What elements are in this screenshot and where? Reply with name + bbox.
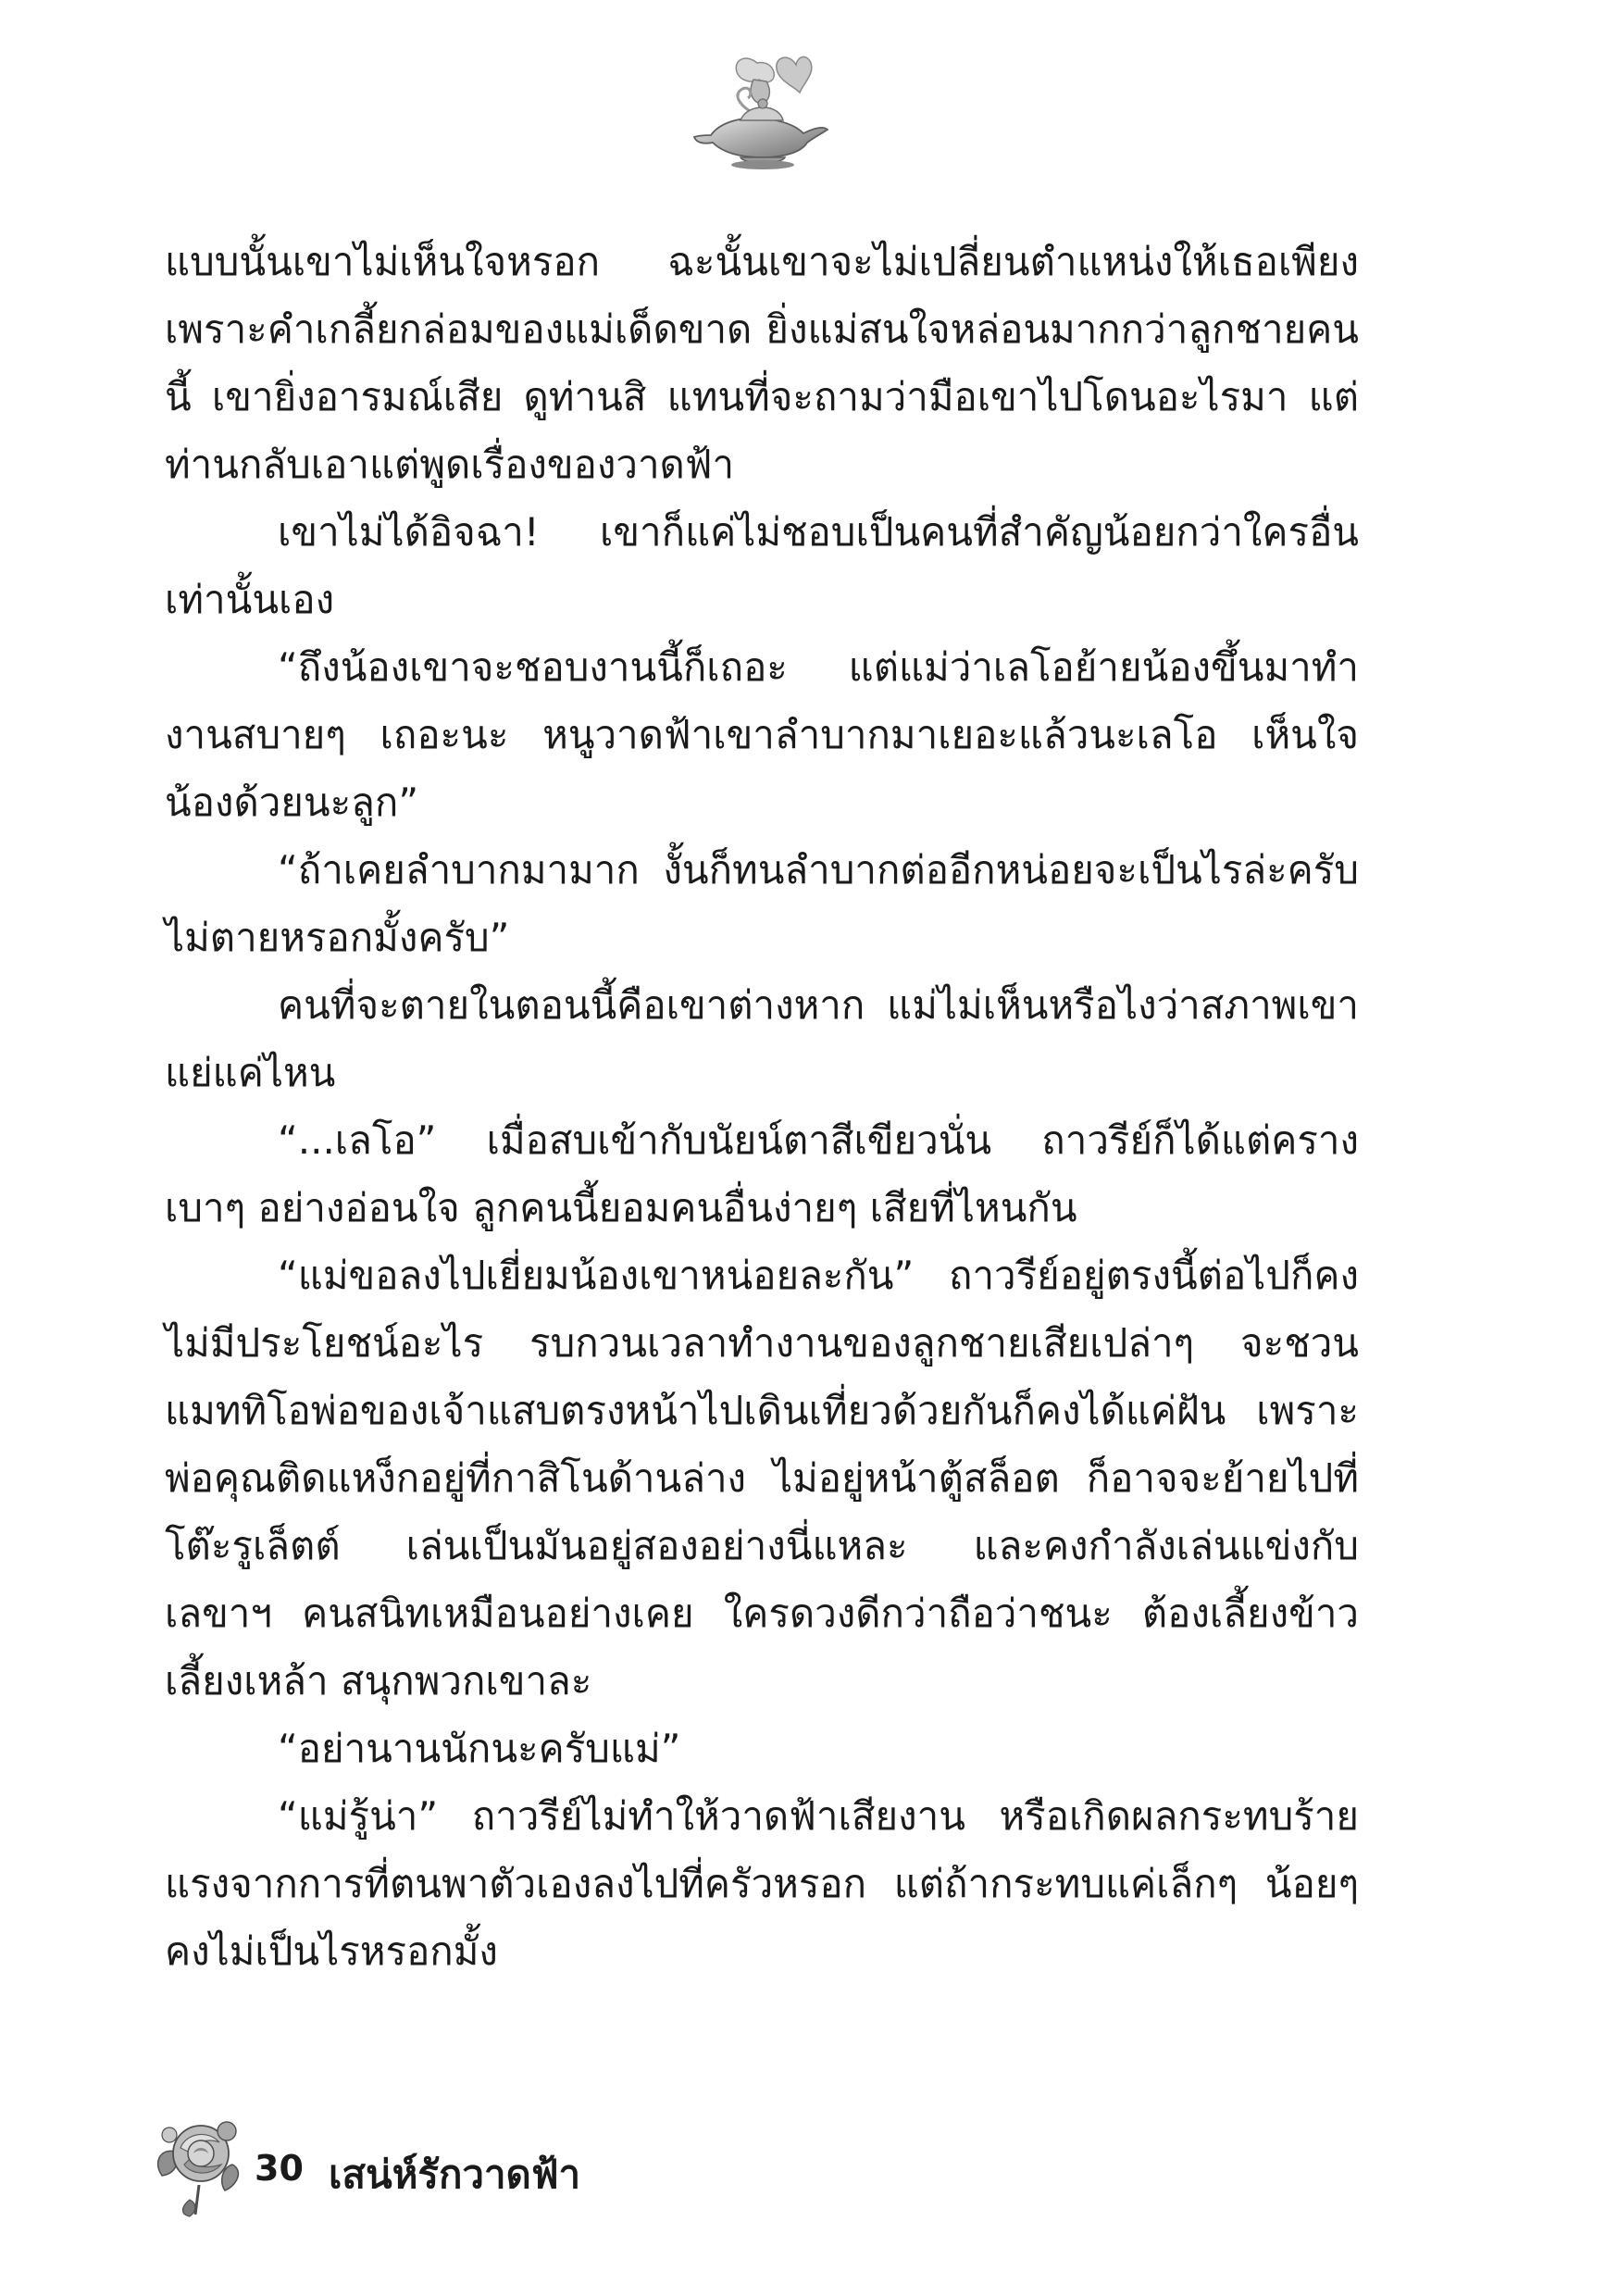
book-title: เสน่ห์รักวาดฟ้า xyxy=(329,2152,581,2197)
paragraph: “ถ้าเคยลำบากมามาก งั้นก็ทนลำบากต่ออีกหน่อยจะเป็นไรล่ะครับ ไม่ตายหรอกมั้งครับ” xyxy=(165,847,1359,960)
paragraph: “แม่ขอลงไปเยี่ยมน้องเขาหน่อยละกัน” ถาวรีย์อยู่ตรงนี้ต่อไปก็คงไม่มีประโยชน์อะไร รบกวนเวลาทำงานของลูกชายเสียเปล่าๆ จะชวนแมททิโอพ่อของเจ้าแสบตรงหน้าไปเดินเที่ยวด้วยกันก็คงได้แค่ฝัน เพราะพ่อคุณติดแหง็กอยู่ที่กาสิโนด้านล่าง ไม่อยู่หน้าตู้สล็อต ก็อาจจะย้ายไปที่โต๊ะรูเล็ตต์ เล่นเป็นมันอยู่สองอย่างนี่แหละ และคงกำลังเล่นแข่งกับเลขาฯ คนสนิทเหมือนอย่างเคย ใครดวงดีกว่าถือว่าชนะ ต้องเลี้ยงข้าวเลี้ยงเหล้า สนุกพวกเขาละ xyxy=(165,1253,1359,1703)
paragraph: เขาไม่ได้อิจฉา! เขาก็แค่ไม่ชอบเป็นคนที่สำคัญน้อยกว่าใครอื่นเท่านั้นเอง xyxy=(165,509,1359,622)
paragraph: “แม่รู้น่า” ถาวรีย์ไม่ทำให้วาดฟ้าเสียงาน หรือเกิดผลกระทบร้ายแรงจากการที่ตนพาตัวเองลงไปที่ครัวหรอก แต่ถ้ากระทบแค่เล็กๆ น้อยๆ คงไม่เป็นไรหรอกมั้ง xyxy=(165,1793,1359,1974)
rose-flower-icon xyxy=(153,2111,245,2217)
paragraph: “...เลโอ” เมื่อสบเข้ากับนัยน์ตาสีเขียวนั่น ถาวรีย์ก็ได้แต่ครางเบาๆ อย่างอ่อนใจ ลูกคนนี้ยอมคนอื่นง่ายๆ เสียที่ไหนกัน xyxy=(165,1117,1359,1230)
body-text xyxy=(165,228,1359,1985)
page-number: 30 xyxy=(255,2148,304,2189)
paragraph: แบบนั้นเขาไม่เห็นใจหรอก ฉะนั้นเขาจะไม่เปลี่ยนตำแหน่งให้เธอเพียง เพราะคำเกลี้ยกล่อมของแม่เด็ดขาด ยิ่งแม่สนใจหล่อนมากกว่าลูกชายคนนี้ เขายิ่งอารมณ์เสีย ดูท่านสิ แทนที่จะถามว่ามือเขาไปโดนอะไรมา แต่ท่านกลับเอาแต่พูดเรื่องของวาดฟ้า xyxy=(165,239,1359,487)
genie-lamp-icon xyxy=(692,46,831,171)
paragraph: “ถึงน้องเขาจะชอบงานนี้ก็เถอะ แต่แม่ว่าเลโอย้ายน้องขึ้นมาทำงานสบายๆ เถอะนะ หนูวาดฟ้าเขาลำบากมาเยอะแล้วนะเลโอ เห็นใจน้องด้วยนะลูก” xyxy=(165,644,1359,825)
page-footer xyxy=(153,2111,801,2222)
paragraph: “อย่านานนักนะครับแม่” xyxy=(278,1726,681,1771)
paragraph: คนที่จะตายในตอนนี้คือเขาต่างหาก แม่ไม่เห็นหรือไงว่าสภาพเขาแย่แค่ไหน xyxy=(165,982,1359,1095)
